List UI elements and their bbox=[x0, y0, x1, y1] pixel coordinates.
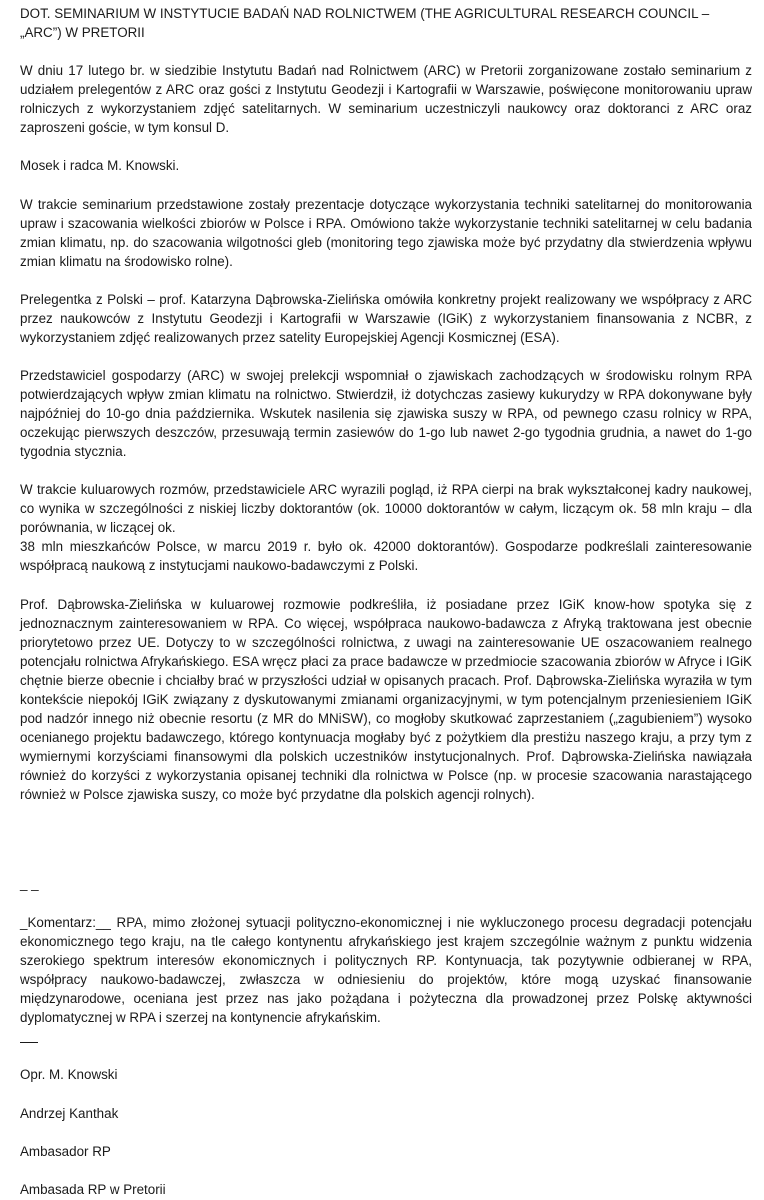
paragraph-intro: W dniu 17 lutego br. w siedzibie Instytutu Badań nad Rolnictwem (ARC) w Pretorii zorganizowane zostało seminarium z udziałem prelegentów z ARC oraz gości z Instytutu Geodezji i Kartografii w Warszawie, poświęcone monitorowaniu upraw rolniczych z wykorzystaniem zdjęć satelitarnych. W seminarium uczestniczyli naukowcy oraz doktoranci z ARC oraz zaproszeni goście, w tym konsul D. bbox=[20, 63, 752, 135]
signature-ambassador-name: Andrzej Kanthak bbox=[20, 1106, 119, 1121]
signature-prepared-by: Opr. M. Knowski bbox=[20, 1067, 118, 1082]
paragraph-prof-remarks: Prof. Dąbrowska-Zielińska w kuluarowej rozmowie podkreśliła, iż posiadane przez IGiK know-how spotyka się z jednoznacznym zainteresowaniem w RPA. Co więcej, współpraca naukowo-badawcza z Afryką traktowana jest obecnie priorytetowo przez UE. Dotyczy to w szczególności rolnictwa, z uwagi na zainteresowanie UE oszacowaniem realnego potencjału rolnictwa Afrykańskiego. ESA wręcz płaci za prace badawcze w przedmiocie szacowania zbiorów w Afryce i IGiK chętnie bierze obecnie i chciałby brać w przyszłości udział w opisanych pracach. Prof. Dąbrowska-Zielińska wyraziła w tym kontekście niepokój IGiK związany z dyskutowanymi zmianami organizacyjnymi, w tym potencjalnym przeniesieniem IGiK pod nadzór innego niż obecnie resortu (z MR do MNiSW), co mogłoby skutkować zaprzestaniem („zagubieniem”) wysoko ocenianego projektu badawczego, którego kontynuacja mogłaby być z pożytkiem dla prestiżu naszego kraju, a przy tym z wymiernymi korzyściami finansowymi dla polskich uczestników instytucjonalnych. Prof. Dąbrowska-Zielińska nawiązała również do korzyści z wykorzystania opisanej techniki dla rolnictwa w Polsce (np. w procesie szacowania narastającego również w Polsce zjawiska suszy, co może być przydatne dla polskich agencji rolnych). bbox=[20, 597, 752, 802]
separator-underscores: _ _ bbox=[20, 876, 39, 891]
paragraph-comment: _Komentarz:__ RPA, mimo złożonej sytuacji polityczno-ekonomicznej i nie wykluczonego procesu degradacji potencjału ekonomicznego tego kraju, na tle całego kontynentu afrykańskiego jest krajem szczególnie ważnym z punktu widzenia szerokiego spektrum interesów ekonomicznych i politycznych RP. Kontynuacja, tak pozytywnie odbieranej w RPA, współpracy naukowo-badawczej, zwłaszcza w odniesieniu do projektów, które mogą uzyskać finansowanie międzynarodowe, oceniana jest przez nas jako pożądana i pożyteczna dla prowadzonej przez Polskę aktywności dyplomatycznej w RPA i szerzej na kontynencie afrykańskim. bbox=[20, 915, 752, 1025]
document-title: DOT. SEMINARIUM W INSTYTUCIE BADAŃ NAD ROLNICTWEM (THE AGRICULTURAL RESEARCH COUNCIL – „ARC”) W PRETORII bbox=[20, 6, 710, 40]
paragraph-corridor-talks-continued: 38 mln mieszkańców Polsce, w marcu 2019 r. było ok. 42000 doktorantów). Gospodarze podkreślali zainteresowanie współpracą naukową z instytucjami naukowo-badawczymi z Polski. bbox=[20, 539, 752, 573]
paragraph-host-speaker: Przedstawiciel gospodarzy (ARC) w swojej prelekcji wspomniał o zjawiskach zachodzących w środowisku rolnym RPA potwierdzających wpływ zmian klimatu na rolnictwo. Stwierdził, iż dotychczas zasiewy kukurydzy w RPA dokonywane były najpóźniej do 10-go dnia października. Wskutek nasilenia się zjawiska suszy w RPA, od pewnego czasu rolnicy w RPA, oczekując pierwszych deszczów, przesuwają termin zasiewów do 1-go lub nawet 2-go tygodnia grudnia, a nawet do 1-go tygodnia stycznia. bbox=[20, 368, 752, 459]
signature-ambassador-title: Ambasador RP bbox=[20, 1144, 111, 1159]
paragraph-presentations: W trakcie seminarium przedstawione zostały prezentacje dotyczące wykorzystania techniki satelitarnej do monitorowania upraw i szacowania wielkości zbiorów w Polsce i RPA. Omówiono także wykorzystanie techniki satelitarnej w celu badania zmian klimatu, np. do szacowania wilgotności gleb (monitoring tego zjawiska może być przydatny dla stwierdzenia wpływu zmian klimatu na środowisko rolne). bbox=[20, 197, 752, 269]
signature-embassy: Ambasada RP w Pretorii bbox=[20, 1182, 166, 1197]
paragraph-polish-speaker: Prelegentka z Polski – prof. Katarzyna Dąbrowska-Zielińska omówiła konkretny projekt realizowany we współpracy z ARC przez naukowców z Instytutu Geodezji i Kartografii w Warszawie (IGiK) z wykorzystaniem finansowania z NCBR, z wykorzystaniem zdjęć realizowanych przez satelity Europejskiej Agencji Kosmicznej (ESA). bbox=[20, 292, 752, 345]
paragraph-intro-continued: Mosek i radca M. Knowski. bbox=[20, 158, 180, 173]
paragraph-corridor-talks: W trakcie kuluarowych rozmów, przedstawiciele ARC wyrazili pogląd, iż RPA cierpi na brak wykształconej kadry naukowej, co wynika w szczególności z niskiej liczby doktorantów (ok. 10000 doktorantów w całym, liczącym ok. 58 mln kraju – dla porównania, w liczącej ok. bbox=[20, 482, 752, 535]
signature-rule bbox=[20, 1042, 38, 1043]
